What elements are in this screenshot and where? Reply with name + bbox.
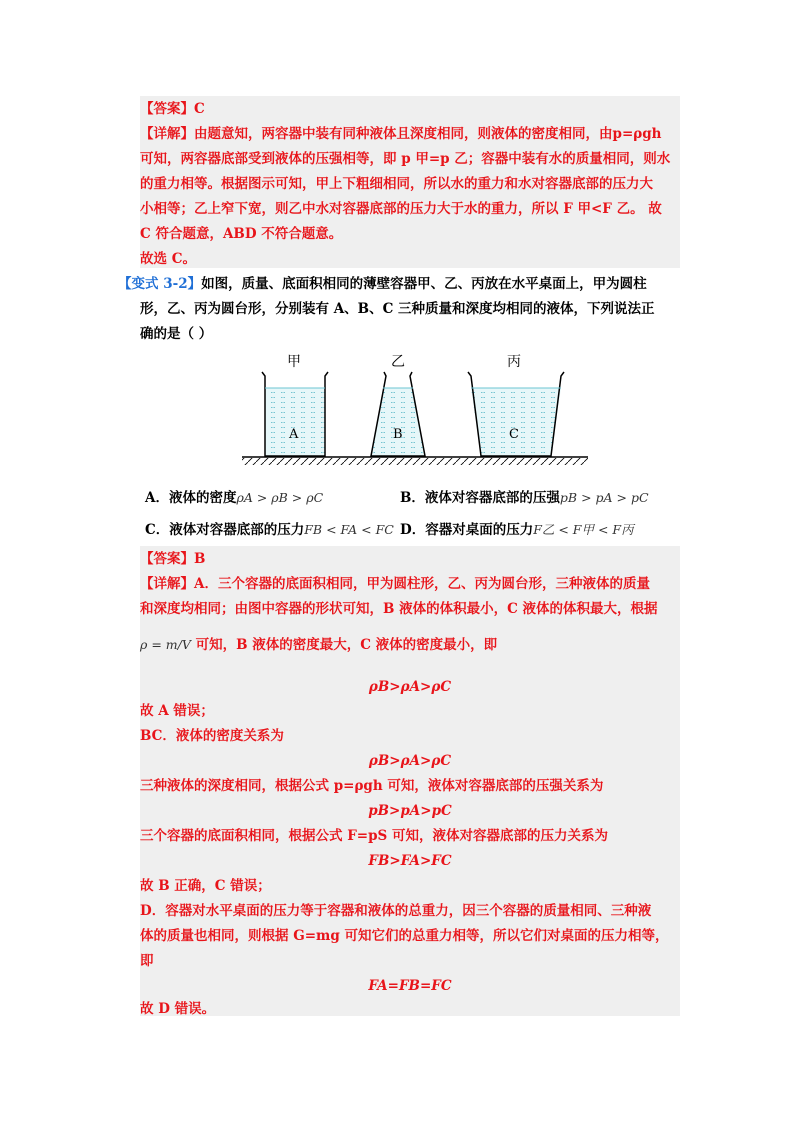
option-d: [400, 518, 634, 538]
equation-1: ρB>ρA>ρC: [368, 679, 452, 695]
answer1-line-3: 的重力相等。根据图示可知，甲上下粗细相同，所以水的重力和水对容器底部的压力大: [140, 176, 653, 192]
answer1-line-1: [140, 125, 661, 143]
answer1-line-4: 小相等；乙上窄下宽，则乙中水对容器底部的压力大于水的重力，所以 F 甲<F 乙。 故: [140, 201, 662, 217]
option-a-math: ρA > ρB > ρC: [236, 490, 324, 505]
answer2-bc-line-2: 三种液体的深度相同，根据公式 p=ρgh 可知，液体对容器底部的压强关系为: [140, 778, 604, 794]
equation-5: FA=FB=FC: [368, 978, 452, 994]
containers-figure: [240, 350, 600, 485]
answer2-d-line-3: 即: [140, 953, 154, 969]
equation-4: FB>FA>FC: [368, 853, 452, 869]
equation-2: ρB>ρA>ρC: [368, 753, 452, 769]
answer1-detail-label: 【详解】: [140, 126, 194, 142]
option-d-math: F乙 < F甲 < F丙: [533, 522, 634, 537]
option-c-text: C．液体对容器底部的压力: [145, 522, 305, 538]
option-c: [145, 518, 394, 538]
liquid-label-c: C: [509, 427, 519, 442]
option-b-math: pB > pA > pC: [559, 490, 649, 505]
answer1-label: 【答案】C: [140, 101, 205, 117]
question-tag: 【变式 3-2】: [118, 276, 202, 292]
answer2-a-line-3: [140, 636, 497, 654]
answer1-detail-text: 由题意知，两容器中装有同种液体且深度相同，则液体的密度相同，由p=ρgh: [194, 126, 662, 142]
answer2-a-conclusion: 故 A 错误；: [140, 703, 214, 719]
answer2-d-line-1: D．容器对水平桌面的压力等于容器和液体的总重力，因三个容器的质量相同、三种液: [140, 903, 652, 919]
answer2-detail-label: 【详解】: [140, 576, 194, 592]
answer2-a-text-1: A．三个容器的底面积相同，甲为圆柱形，乙、丙为圆台形，三种液体的质量: [194, 576, 650, 592]
answer2-d-line-2: 体的质量也相同，则根据 G=mg 可知它们的总重力相等，所以它们对桌面的压力相等，: [140, 928, 669, 944]
density-formula: ρ = m/V: [140, 637, 191, 652]
equation-3: pB>pA>pC: [368, 803, 452, 819]
answer2-a-text-3: 可知，B 液体的密度最大，C 液体的密度最小，即: [195, 637, 498, 653]
answer1-line-6: 故选 C。: [140, 251, 196, 267]
answer2-a-line-1: [140, 575, 650, 593]
answer2-bc-line-3: 三个容器的底面积相同，根据公式 F=pS 可知，液体对容器底部的压力关系为: [140, 828, 608, 844]
question-line-2: 形，乙、丙为圆台形，分别装有 A、B、C 三种质量和深度均相同的液体，下列说法正: [140, 301, 655, 317]
answer2-bc-line-1: BC．液体的密度关系为: [140, 728, 284, 744]
label-yi: 乙: [391, 354, 405, 370]
liquid-b: [371, 388, 425, 456]
option-b: [400, 486, 649, 506]
question-line-1: [118, 275, 647, 293]
answer2-label: 【答案】B: [140, 551, 206, 567]
option-c-math: FB < FA < FC: [304, 522, 394, 537]
label-jia: 甲: [287, 354, 301, 370]
ground-hatch: [242, 458, 588, 465]
liquid-label-b: B: [393, 427, 403, 442]
liquid-label-a: A: [289, 427, 299, 442]
liquid-c: [471, 388, 561, 456]
liquid-a: [265, 388, 325, 456]
option-a: [145, 486, 323, 506]
option-d-text: D．容器对桌面的压力: [400, 522, 534, 538]
option-a-text: A．液体的密度: [145, 490, 237, 506]
answer1-line-5: C 符合题意，ABD 不符合题意。: [140, 226, 343, 242]
option-b-text: B．液体对容器底部的压强: [400, 490, 560, 506]
answer2-bc-conclusion: 故 B 正确，C 错误；: [140, 878, 271, 894]
answer1-line-2: 可知，两容器底部受到液体的压强相等，即 p 甲=p 乙；容器中装有水的质量相同，则水: [140, 151, 671, 167]
question-text-1: 如图，质量、底面积相同的薄壁容器甲、乙、丙放在水平桌面上，甲为圆柱: [201, 276, 647, 292]
answer2-a-line-2: 和深度均相同；由图中容器的形状可知，B 液体的体积最小，C 液体的体积最大，根据: [140, 601, 658, 617]
question-line-3: 确的是（ ）: [140, 326, 213, 342]
label-bing: 丙: [507, 354, 521, 370]
answer2-d-conclusion: 故 D 错误。: [140, 1001, 216, 1017]
